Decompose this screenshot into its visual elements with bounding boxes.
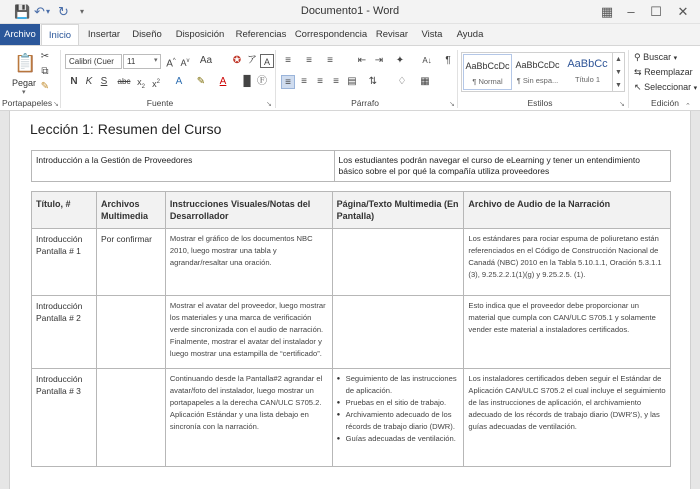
row-notes-cell[interactable]: Continuando desde la Pantalla#2 agrandar el avatar/foto del instalador, luego mostrar un portapapeles a la derecha CAN/ULC S705.2. Aplicación Estándar y una lista debajo en sincronía con la narración.: [165, 369, 332, 467]
superscript-icon[interactable]: $x^2$: [152, 79, 160, 89]
paragraph-launcher-icon[interactable]: ↘: [449, 101, 455, 108]
intro-course-cell[interactable]: Introducción a la Gestión de Proveedores: [32, 151, 335, 182]
header-instructions[interactable]: Instrucciones Visuales/Notas del Desarrollador: [165, 192, 332, 229]
tab-archivo[interactable]: Archivo: [0, 24, 40, 45]
group-separator: [275, 50, 276, 108]
save-icon[interactable]: 💾: [14, 4, 31, 19]
styles-gallery-scroll: [613, 52, 625, 92]
document-area: [0, 111, 700, 489]
font-size-dropdown-icon[interactable]: ▾: [154, 57, 158, 64]
row-title-cell[interactable]: Introducción Pantalla # 2: [32, 296, 97, 369]
subscript-icon[interactable]: $x_2$: [137, 77, 145, 90]
font-color-icon[interactable]: A: [219, 76, 227, 87]
styles-gallery: [461, 52, 613, 92]
list-item: ● Archivamiento adecuado de los récords de trabajo diario (DWR).: [337, 409, 460, 433]
intro-description-cell[interactable]: Los estudiantes podrán navegar el curso de eLearning y tener un entendimiento básico sobre el por qué la compañía utiliza proveedores: [334, 151, 670, 182]
style-preview: AaBbCc: [567, 58, 608, 70]
style-preview: AaBbCcDc: [465, 61, 510, 71]
clear-format-icon[interactable]: ✪: [232, 55, 242, 66]
tab-referencias[interactable]: Referencias: [235, 29, 287, 40]
table-row: [32, 296, 671, 369]
collapse-ribbon-icon[interactable]: ⌃: [685, 103, 691, 110]
borders-icon[interactable]: ▦: [420, 76, 430, 87]
ribbon-display-icon[interactable]: ▦: [600, 4, 614, 19]
paste-icon[interactable]: 📋: [14, 53, 37, 73]
maximize-icon[interactable]: ☐: [650, 4, 662, 19]
numbering-icon[interactable]: ≡: [306, 55, 312, 66]
header-onscreen-text[interactable]: Página/Texto Multimedia (En Pantalla): [332, 192, 464, 229]
tab-disposicion[interactable]: Disposición: [175, 29, 225, 40]
row-notes-cell[interactable]: Mostrar el gráfico de los documentos NBC 2010, luego mostrar una tabla y agrandar/resaltar una oración.: [165, 229, 332, 296]
editing-group-label: Edición: [651, 98, 679, 108]
row-notes-cell[interactable]: Mostrar el avatar del proveedor, luego mostrar los materiales y una marca de verificación verde sincronizada con el audio de narración. Finalmente, mostrar el avatar del instalador y luego mostrar una estampilla de “certificado”.: [165, 296, 332, 369]
highlight-color-icon[interactable]: ✎: [196, 76, 206, 87]
cut-icon[interactable]: ✂: [40, 51, 50, 62]
style-name: ¶ Normal: [472, 77, 503, 86]
clipboard-group-label: Portapapeles: [2, 98, 53, 108]
search-icon: ⚲: [634, 52, 641, 62]
ribbon-tabs: [0, 24, 700, 45]
strikethrough-icon[interactable]: abc: [117, 77, 131, 86]
replace-button[interactable]: [634, 65, 693, 79]
row-audio-cell[interactable]: Los instaladores certificados deben seguir el Estándar de Aplicación CAN/ULC S705.2 el cual incluye el seguimiento de las instrucciones de aplicación, el archivamiento adecuado de los récords de trabajo diario (DWR'S), y las guías adecuadas de ventilación.: [464, 369, 671, 467]
asian-layout-icon[interactable]: ✦: [395, 55, 405, 66]
underline-icon[interactable]: S: [100, 76, 108, 87]
italic-icon[interactable]: K: [85, 76, 93, 87]
gallery-down-icon[interactable]: ▼: [615, 69, 622, 76]
document-heading[interactable]: Lección 1: Resumen del Curso: [30, 121, 222, 137]
line-spacing-icon[interactable]: ⇅: [368, 76, 378, 87]
justify-icon[interactable]: ≡: [333, 76, 339, 87]
row-media-cell[interactable]: [96, 369, 165, 467]
redo-icon[interactable]: ↻: [58, 4, 69, 19]
select-button[interactable]: [634, 80, 697, 96]
tab-correspondencia[interactable]: Correspondencia: [294, 29, 368, 40]
tab-revisar[interactable]: Revisar: [375, 29, 409, 40]
paste-button[interactable]: Pegar: [12, 78, 37, 88]
row-audio-cell[interactable]: Los estándares para rociar espuma de poliuretano están referenciados en el Código de Construcción Nacional de Canadá (NBC) 2010 en la Tabla 5.10.1.1, Oración 5.3.1.1 (3), 9.25.2.2.1(1)(g) y 9.25.2.5. (1).: [464, 229, 671, 296]
distributed-icon[interactable]: ▤: [347, 76, 357, 87]
table-header-row: [32, 192, 671, 229]
find-label: Buscar: [643, 52, 672, 62]
group-separator: [628, 50, 629, 108]
decrease-indent-icon[interactable]: ⇤: [357, 55, 367, 66]
clipboard-launcher-icon[interactable]: ↘: [53, 101, 59, 108]
row-title-cell[interactable]: Introducción Pantalla # 1: [32, 229, 97, 296]
style-no-spacing[interactable]: [513, 54, 562, 90]
row-audio-cell[interactable]: Esto indica que el proveedor debe proporcionar un material que cumpla con CAN/ULC S705.1 y solamente vender este material a instaladores certificados.: [464, 296, 671, 369]
tab-diseno[interactable]: Diseño: [132, 29, 162, 40]
character-shading-icon[interactable]: █: [243, 76, 251, 87]
grow-font-icon[interactable]: A^: [166, 58, 176, 70]
align-left-icon[interactable]: ≡: [281, 75, 295, 89]
undo-icon[interactable]: ↶: [34, 4, 45, 19]
intro-table: [31, 150, 671, 182]
header-title[interactable]: Título, #: [32, 192, 97, 229]
font-size-field[interactable]: 11: [123, 54, 161, 69]
find-button[interactable]: [634, 50, 677, 66]
row-media-cell[interactable]: [96, 296, 165, 369]
increase-indent-icon[interactable]: ⇥: [374, 55, 384, 66]
multilevel-list-icon[interactable]: ≡: [327, 55, 333, 66]
row-title-cell[interactable]: Introducción Pantalla # 3: [32, 369, 97, 467]
enclose-characters-icon[interactable]: Ⓕ: [257, 76, 267, 87]
style-preview: AaBbCcDc: [515, 60, 560, 70]
tab-inicio[interactable]: Inicio: [41, 24, 79, 45]
table-row: [32, 369, 671, 467]
gallery-more-icon[interactable]: ▼: [615, 82, 622, 89]
font-launcher-icon[interactable]: ↘: [266, 101, 272, 108]
character-border-icon[interactable]: A: [260, 54, 274, 68]
intro-row: [32, 151, 671, 182]
font-name-field[interactable]: Calibri (Cuer: [65, 54, 122, 69]
replace-label: Reemplazar: [644, 67, 693, 77]
phonetic-guide-icon[interactable]: ア: [247, 55, 257, 66]
show-formatting-icon[interactable]: ¶: [445, 55, 451, 66]
styles-launcher-icon[interactable]: ↘: [619, 101, 625, 108]
group-separator: [60, 50, 61, 108]
undo-dropdown-icon[interactable]: ▾: [46, 7, 51, 16]
gallery-up-icon[interactable]: ▲: [615, 56, 622, 63]
ribbon: [0, 45, 700, 111]
select-label: Seleccionar: [644, 82, 692, 92]
close-icon[interactable]: ✕: [677, 4, 689, 19]
style-name: ¶ Sin espa...: [516, 76, 559, 85]
list-item: ● Pruebas en el sitio de trabajo.: [337, 397, 460, 409]
table-row: [32, 229, 671, 296]
list-item: ● Guías adecuadas de ventilación.: [337, 433, 460, 445]
shrink-font-icon[interactable]: $A^v$: [180, 58, 190, 68]
row-media-cell[interactable]: Por confirmar: [96, 229, 165, 296]
tab-ayuda[interactable]: Ayuda: [456, 29, 484, 40]
header-media[interactable]: Archivos Multimedia: [96, 192, 165, 229]
document-page[interactable]: [9, 111, 691, 489]
shading-icon[interactable]: ♢: [397, 76, 407, 87]
window-title: Documento1 - Word: [300, 5, 400, 17]
change-case-icon[interactable]: Aa: [199, 55, 213, 66]
format-painter-icon[interactable]: ✎: [40, 81, 50, 92]
style-normal[interactable]: [463, 54, 512, 90]
sort-icon[interactable]: A↓: [422, 56, 432, 65]
storyboard-table: [31, 191, 671, 467]
row-onscreen-cell[interactable]: [332, 229, 464, 296]
align-center-icon[interactable]: ≡: [301, 76, 307, 87]
customize-qat-icon[interactable]: ▾: [80, 7, 85, 16]
onscreen-bullet-list: [337, 373, 460, 445]
minimize-icon[interactable]: –: [627, 4, 635, 19]
text-effects-icon[interactable]: A: [175, 76, 183, 87]
paste-dropdown-icon[interactable]: ▾: [22, 89, 26, 96]
replace-icon: ⇆: [634, 67, 642, 77]
list-item: ● Seguimiento de las instrucciones de aplicación.: [337, 373, 460, 397]
paragraph-group-label: Párrafo: [351, 98, 379, 108]
style-name: Título 1: [574, 75, 600, 84]
bullets-icon[interactable]: ≡: [285, 55, 291, 66]
title-bar: [0, 0, 700, 24]
row-onscreen-cell[interactable]: [332, 296, 464, 369]
style-heading-1[interactable]: [563, 54, 612, 90]
styles-group-label: Estilos: [527, 98, 553, 108]
tab-insertar[interactable]: Insertar: [87, 29, 121, 40]
find-dropdown-icon: ▾: [673, 55, 678, 62]
tab-vista[interactable]: Vista: [421, 29, 443, 40]
header-audio[interactable]: Archivo de Audio de la Narración: [464, 192, 671, 229]
font-group-label: Fuente: [146, 98, 174, 108]
select-dropdown-icon: ▾: [693, 85, 698, 92]
select-icon: ↖: [634, 82, 642, 92]
group-separator: [457, 50, 458, 108]
bold-icon[interactable]: N: [70, 76, 78, 87]
align-right-icon[interactable]: ≡: [317, 76, 323, 87]
row-onscreen-cell[interactable]: [332, 369, 464, 467]
copy-icon[interactable]: ⧉: [41, 66, 49, 77]
